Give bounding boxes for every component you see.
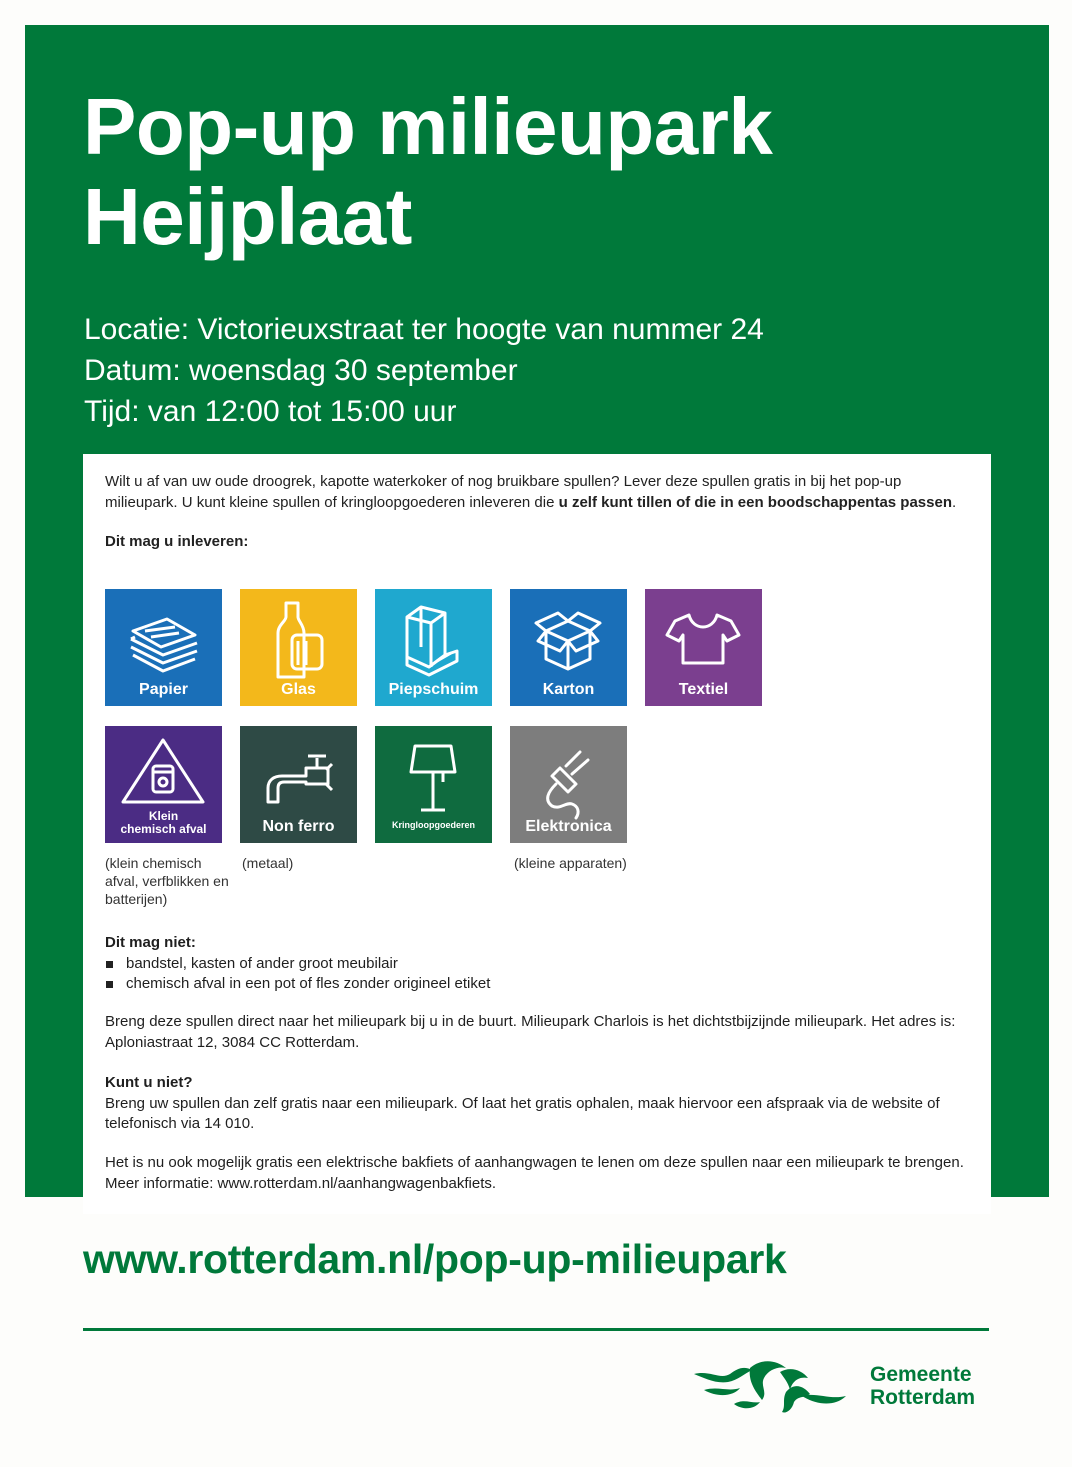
tile-label: Piepschuim — [388, 681, 479, 698]
tile-label: Karton — [542, 681, 595, 698]
tile-papier — [105, 589, 222, 706]
intro-paragraph — [105, 472, 975, 553]
not-allowed-heading: Dit mag niet: — [105, 934, 196, 951]
intro-end-text: . — [952, 493, 957, 511]
allowed-heading: Dit mag u inleveren: — [105, 533, 249, 550]
kunt-niet-text: Breng uw spullen dan zelf gratis naar een milieupark. Of laat het gratis ophalen, maak hiervoor een afspraak via de website of telefonisch via 14 010. — [105, 1094, 940, 1132]
tile-label: Textiel — [678, 681, 729, 698]
tile-label: Papier — [139, 681, 188, 698]
not-allowed-item: chemisch afval in een pot of fles zonder origineel etiket — [105, 974, 975, 995]
tile-kringloopgoederen — [375, 726, 492, 843]
tiles-row-1 — [105, 589, 762, 706]
bakfiets-paragraph: Het is nu ook mogelijk gratis een elektrische bakfiets of aanhangwagen te lenen om deze spullen naar een milieupark te brengen. Meer informatie: www.rotterdam.nl/aanhangwagenbakfiets. — [105, 1154, 964, 1192]
title-line-2: Heijplaat — [83, 172, 412, 261]
tile-label: Elektronica — [525, 818, 612, 835]
tiles-row-2 — [105, 726, 627, 843]
title-line-1: Pop-up milieupark — [83, 82, 773, 171]
gemeente-rotterdam-logo-icon — [690, 1352, 850, 1418]
kunt-niet-section — [105, 1073, 975, 1135]
tile-label — [105, 810, 222, 836]
note-elektronica: (kleine apparaten) — [514, 855, 627, 871]
info-card — [83, 454, 991, 1214]
page-title — [83, 82, 772, 262]
note-nonferro: (metaal) — [242, 855, 294, 871]
tile-label: Kringloopgoederen — [392, 820, 475, 830]
location-text: Locatie: Victorieuxstraat ter hoogte van nummer 24 — [84, 313, 764, 346]
event-info — [84, 309, 764, 432]
tile-karton — [510, 589, 627, 706]
time-text: Tijd: van 12:00 tot 15:00 uur — [84, 395, 457, 428]
note-chemisch: (klein chemisch afval, verfblikken en batterijen) — [105, 855, 229, 907]
tile-label-line-2: chemisch afval — [120, 822, 207, 836]
tile-label: Glas — [281, 681, 316, 698]
logo-line-1: Gemeente — [870, 1363, 972, 1386]
logo-line-2: Rotterdam — [870, 1386, 976, 1409]
intro-bold-text: u zelf kunt tillen of die in een boodschappentas passen — [558, 493, 953, 511]
logo-text — [870, 1363, 975, 1409]
footer-divider — [83, 1328, 989, 1331]
footer-url[interactable]: www.rotterdam.nl/pop-up-milieupark — [83, 1236, 787, 1282]
tile-glas — [240, 589, 357, 706]
tile-textiel — [645, 589, 762, 706]
breng-paragraph: Breng deze spullen direct naar het milieupark bij u in de buurt. Milieupark Charlois is het dichtstbijzijnde milieupark. Het adres is: Aploniastraat 12, 3084 CC Rotterdam. — [105, 1013, 956, 1051]
tile-piepschuim — [375, 589, 492, 706]
not-allowed-section — [105, 933, 975, 995]
tile-label: Non ferro — [262, 818, 335, 835]
kunt-niet-heading: Kunt u niet? — [105, 1074, 193, 1091]
tile-non-ferro — [240, 726, 357, 843]
intro-text: Wilt u af van uw oude droogrek, kapotte waterkoker of nog bruikbare spullen? Lever deze spullen gratis in bij het pop-up milieupark. U kunt kleine spullen of kringloopgoederen inleveren die — [105, 473, 902, 511]
tile-klein-chemisch-afval — [105, 726, 222, 843]
tile-label-line-1: Klein — [148, 809, 179, 823]
not-allowed-item: bandstel, kasten of ander groot meubilair — [105, 954, 975, 975]
tile-elektronica — [510, 726, 627, 843]
date-text: Datum: woensdag 30 september — [84, 354, 518, 387]
